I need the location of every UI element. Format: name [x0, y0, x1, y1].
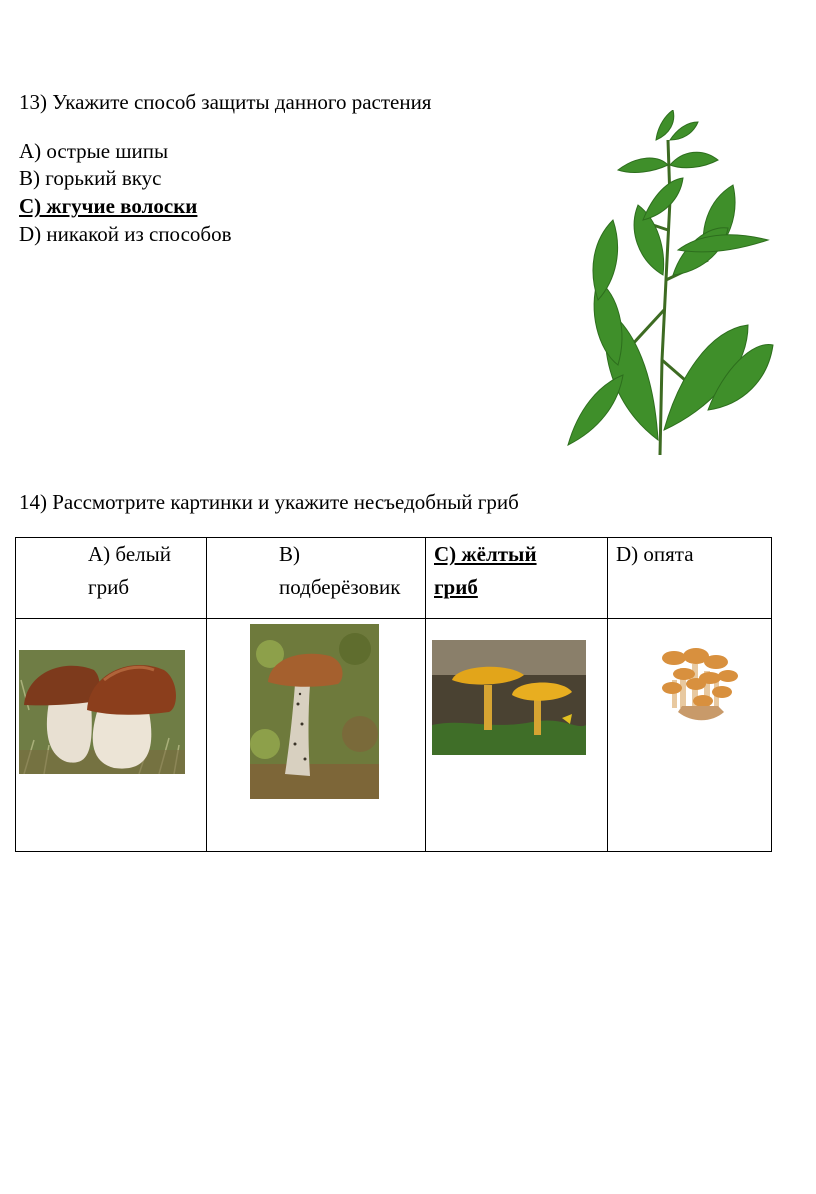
q13-option-c-correct: C) жгучие волоски: [19, 194, 198, 218]
q13-option-d: D) никакой из способов: [19, 222, 232, 246]
option-c-label-line1-correct: C) жёлтый: [434, 542, 537, 566]
header-cell-a: [16, 538, 207, 619]
header-cell-b: [207, 538, 426, 619]
option-a-label-line1: A) белый: [88, 542, 171, 566]
yellow-mushroom-image: [432, 640, 586, 755]
honey-fungus-image: [658, 646, 740, 724]
porcini-mushroom-image: [19, 650, 185, 774]
q13-question: 13) Укажите способ защиты данного растения: [19, 90, 432, 114]
q13-option-a: A) острые шипы: [19, 139, 169, 163]
option-a-label-line2: гриб: [88, 575, 130, 599]
q13-option-b: B) горький вкус: [19, 166, 162, 190]
option-d-label: D) опята: [616, 542, 694, 566]
nettle-plant-image: [558, 110, 780, 455]
option-c-label-line2-correct: гриб: [434, 575, 478, 599]
header-cell-d: [608, 538, 772, 619]
option-b-label-line1: B): [279, 542, 300, 566]
header-cell-c: [426, 538, 608, 619]
birch-bolete-image: [250, 624, 379, 799]
q14-question: 14) Рассмотрите картинки и укажите несъедобный гриб: [19, 490, 519, 514]
option-b-label-line2: подберёзовик: [279, 575, 401, 599]
